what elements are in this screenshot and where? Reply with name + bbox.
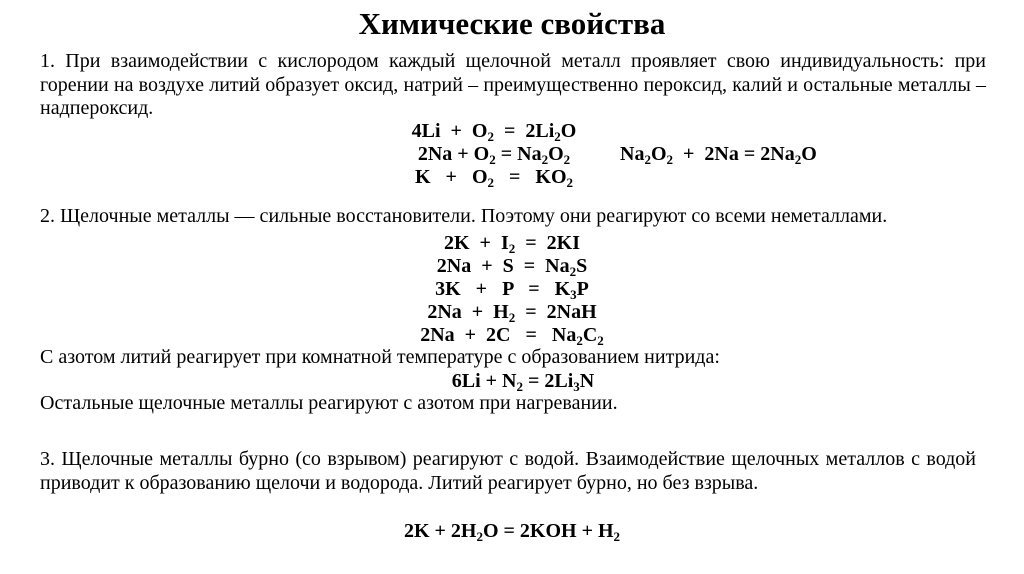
equation-na-c: $2Na + 2C = Na_2C_2$ [420, 324, 604, 348]
slide-title: Химические свойства [358, 6, 666, 41]
equation-k-o2: $K + O_2 = KO_2$ [414, 166, 574, 190]
paragraph-reducing-agents: 2. Щелочные металлы — сильные восстановители. Поэтому они реагируют со всеми неметаллами. [40, 205, 888, 227]
note-nitrogen-lithium: С азотом литий реагирует при комнатной температуре с образованием нитрида: [40, 346, 720, 368]
equation-na-h2: $2Na + H_2 = 2NaH$ [427, 301, 597, 325]
equation-block-oxygen [0, 120, 988, 189]
equation-li-n2: $6Li + N_2 = 2Li_3N$ [451, 370, 595, 394]
equation-block-nonmetals [0, 232, 1024, 347]
paragraph-oxygen-reaction: 1. При взаимодействии с кислородом каждый щелочной металл проявляет свою индивидуальность: при горении на воздухе литий образует оксид, натрий – преимущественно пероксид, калий и остальные металлы – надпероксид. [40, 50, 986, 119]
equation-na-o2: $2Na + O_2 = Na_2O_2$ [417, 143, 571, 167]
equation-line-sodium [0, 143, 988, 166]
paragraph-water-reaction: 3. Щелочные металлы бурно (со взрывом) реагируют с водой. Взаимодействие щелочных металлов с водой приводит к образованию щелочи и водорода. Литий реагирует бурно, но без взрыва. [40, 448, 976, 494]
equation-na-s: $2Na + S = Na_2S$ [436, 255, 588, 279]
equation-k-h2o: $2K + 2H_2O = 2KOH + H_2$ [403, 520, 621, 544]
equation-k-p: $3K + P = K_3P$ [435, 278, 589, 302]
equation-k-i2: $2K + I_2 = 2KI$ [444, 232, 580, 256]
note-nitrogen-heating: Остальные щелочные металлы реагируют с азотом при нагревании. [40, 392, 618, 414]
equation-li-o2: $4Li + O_2 = 2Li_2O$ [411, 120, 577, 144]
equation-na2o2-na: $Na_2O_2 + 2Na = 2Na_2O$ [620, 143, 817, 167]
